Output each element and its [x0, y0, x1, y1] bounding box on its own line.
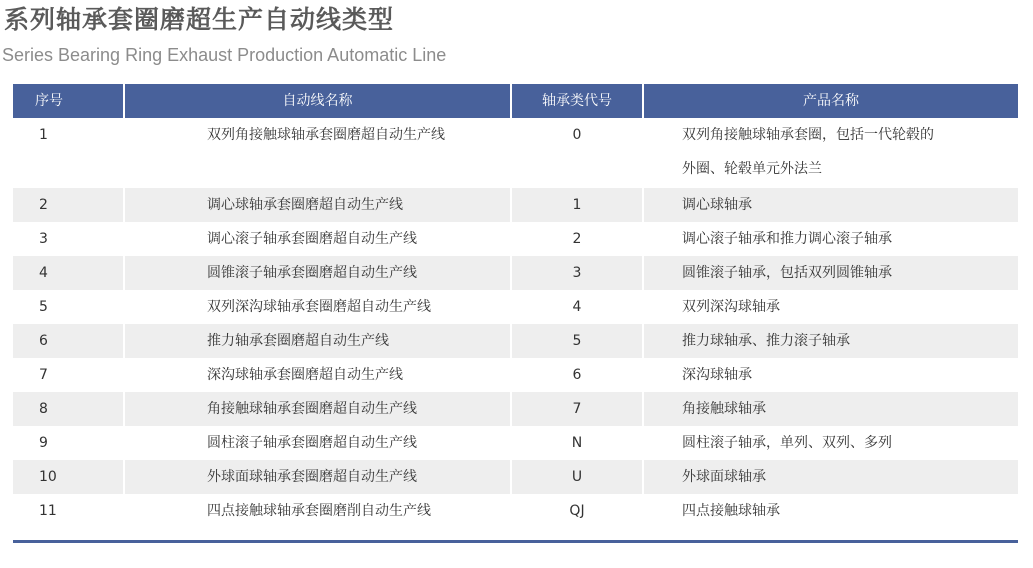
cell-number: 1 — [39, 127, 48, 143]
cell-bearing-code: 5 — [510, 324, 642, 358]
cell-product-name-line2: 外圈、轮毂单元外法兰 — [682, 161, 822, 177]
table-row — [13, 392, 1018, 426]
production-line-table — [13, 84, 1018, 528]
cell-product-name: 圆锥滚子轴承，包括双列圆锥轴承 — [642, 256, 1018, 290]
cell-product-name: 推力球轴承、推力滚子轴承 — [642, 324, 1018, 358]
cell-product-name — [642, 118, 1018, 188]
cell-bearing-code: 3 — [510, 256, 642, 290]
cell-number: 3 — [39, 231, 48, 247]
cell-bearing-code: 2 — [510, 222, 642, 256]
table-row — [13, 426, 1018, 460]
cell-number: 4 — [39, 265, 48, 281]
cell-bearing-code: 4 — [510, 290, 642, 324]
page-subtitle: Series Bearing Ring Exhaust Production Automatic Line — [2, 45, 447, 65]
cell-line-name: 四点接触球轴承套圈磨削自动生产线 — [123, 494, 510, 528]
cell-bearing-code: QJ — [510, 494, 642, 528]
cell-bearing-code: 1 — [510, 188, 642, 222]
page-title: 系列轴承套圈磨超生产自动线类型 — [4, 5, 395, 34]
cell-number: 2 — [39, 197, 48, 213]
column-header-product-name: 产品名称 — [642, 84, 1018, 118]
cell-product-name: 双列深沟球轴承 — [642, 290, 1018, 324]
cell-line-name: 调心球轴承套圈磨超自动生产线 — [123, 188, 510, 222]
cell-bearing-code: N — [510, 426, 642, 460]
cell-line-name: 圆锥滚子轴承套圈磨超自动生产线 — [123, 256, 510, 290]
cell-bearing-code: 7 — [510, 392, 642, 426]
cell-product-name: 调心球轴承 — [642, 188, 1018, 222]
cell-number: 6 — [39, 333, 48, 349]
cell-product-name: 深沟球轴承 — [642, 358, 1018, 392]
cell-bearing-code: U — [510, 460, 642, 494]
table-row — [13, 118, 1018, 188]
cell-bearing-code: 6 — [510, 358, 642, 392]
cell-product-name: 外球面球轴承 — [642, 460, 1018, 494]
table-row — [13, 290, 1018, 324]
table-bottom-rule — [13, 540, 1018, 543]
cell-line-name: 推力轴承套圈磨超自动生产线 — [123, 324, 510, 358]
cell-line-name: 双列深沟球轴承套圈磨超自动生产线 — [123, 290, 510, 324]
cell-line-name: 深沟球轴承套圈磨超自动生产线 — [123, 358, 510, 392]
cell-number: 8 — [39, 401, 48, 417]
cell-product-name: 调心滚子轴承和推力调心滚子轴承 — [642, 222, 1018, 256]
table-row — [13, 222, 1018, 256]
cell-line-name: 圆柱滚子轴承套圈磨超自动生产线 — [123, 426, 510, 460]
cell-product-name: 圆柱滚子轴承，单列、双列、多列 — [642, 426, 1018, 460]
table-row — [13, 494, 1018, 528]
cell-number: 9 — [39, 435, 48, 451]
cell-line-name: 角接触球轴承套圈磨超自动生产线 — [123, 392, 510, 426]
cell-product-name: 四点接触球轴承 — [642, 494, 1018, 528]
column-header-number: 序号 — [35, 93, 63, 109]
table-row — [13, 324, 1018, 358]
table-row — [13, 358, 1018, 392]
cell-bearing-code: 0 — [510, 118, 642, 188]
column-header-line-name: 自动线名称 — [123, 84, 510, 118]
cell-number: 11 — [39, 503, 57, 519]
column-header-bearing-code: 轴承类代号 — [510, 84, 642, 118]
table-header — [13, 84, 1018, 118]
table-row — [13, 188, 1018, 222]
table-row — [13, 256, 1018, 290]
cell-line-name: 调心滚子轴承套圈磨超自动生产线 — [123, 222, 510, 256]
cell-number: 10 — [39, 469, 57, 485]
cell-number: 5 — [39, 299, 48, 315]
cell-line-name: 双列角接触球轴承套圈磨超自动生产线 — [123, 118, 510, 188]
cell-product-name: 角接触球轴承 — [642, 392, 1018, 426]
cell-number: 7 — [39, 367, 48, 383]
table-row — [13, 460, 1018, 494]
cell-product-name-line1: 双列角接触球轴承套圈，包括一代轮毂的 — [682, 127, 934, 143]
cell-line-name: 外球面球轴承套圈磨超自动生产线 — [123, 460, 510, 494]
